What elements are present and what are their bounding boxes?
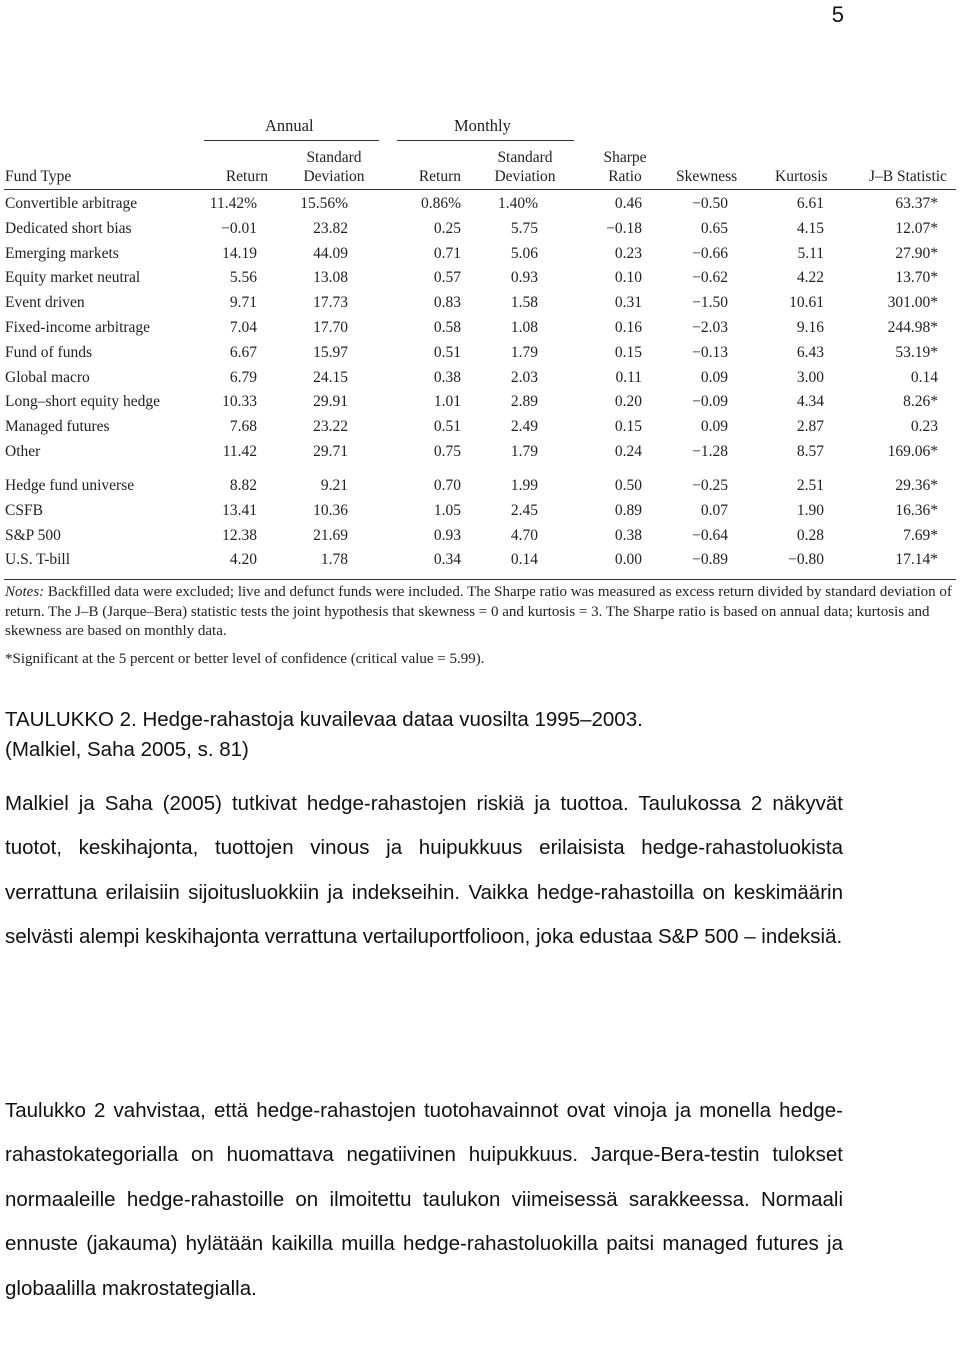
cell-monthly-sd: 2.49 xyxy=(510,418,538,436)
cell-monthly-return: 0.83 xyxy=(433,294,461,312)
cell-jb-statistic: 16.36* xyxy=(895,501,938,519)
cell-kurtosis: 5.11 xyxy=(797,244,824,262)
page-number: 5 xyxy=(831,2,844,27)
cell-sharpe-ratio: 0.23 xyxy=(614,244,642,262)
cell-annual-sd: 23.22 xyxy=(313,418,348,436)
cell-annual-return: 12.38 xyxy=(222,526,257,544)
cell-annual-return: 9.71 xyxy=(229,294,257,312)
header-annual-sd-line1: Standard xyxy=(306,149,362,166)
notes-text: Backfilled data were excluded; live and defunct funds were included. The Sharpe ratio was measured as excess return divided by standard deviation of return. The J–B (Jarque–Bera) statistic tests the joint hypothesis that skewness = 0 and kurtosis = 3. The Sharpe ratio is based on annual data; kurtosis and skewness are based on monthly data. xyxy=(5,584,952,639)
cell-fund-type: Fixed-income arbitrage xyxy=(5,319,151,336)
cell-monthly-sd: 1.99 xyxy=(510,477,538,494)
cell-annual-return: 11.42% xyxy=(209,195,257,212)
table-row xyxy=(0,291,960,315)
cell-annual-sd: 17.70 xyxy=(313,319,348,336)
cell-sharpe-ratio: 0.31 xyxy=(614,294,642,312)
cell-monthly-return: 0.34 xyxy=(433,551,461,569)
cell-jb-statistic: 0.14 xyxy=(910,368,938,386)
cell-skewness: −0.64 xyxy=(692,526,728,544)
cell-kurtosis: 2.87 xyxy=(796,418,824,436)
cell-monthly-return: 0.58 xyxy=(433,319,461,336)
table-row xyxy=(0,474,960,498)
cell-annual-return: 4.20 xyxy=(229,551,257,569)
header-kurtosis: Kurtosis xyxy=(775,168,828,185)
cell-kurtosis: 4.22 xyxy=(796,269,824,287)
cell-skewness: −0.89 xyxy=(692,551,728,569)
cell-monthly-return: 0.51 xyxy=(433,343,461,361)
cell-sharpe-ratio: 0.38 xyxy=(614,526,642,544)
cell-kurtosis: 0.28 xyxy=(796,526,824,544)
cell-monthly-sd: 1.08 xyxy=(510,319,538,336)
cell-annual-sd: 1.78 xyxy=(320,551,348,569)
cell-skewness: −0.13 xyxy=(692,343,728,361)
cell-sharpe-ratio: 0.00 xyxy=(614,551,642,569)
header-jb-statistic: J–B Statistic xyxy=(869,168,947,185)
cell-kurtosis: 9.16 xyxy=(796,319,824,336)
cell-monthly-sd: 4.70 xyxy=(510,526,538,544)
cell-annual-return: 7.68 xyxy=(229,418,257,436)
cell-monthly-sd: 1.58 xyxy=(510,294,538,312)
header-annual-return: Return xyxy=(225,168,268,185)
header-sharpe-line2: Ratio xyxy=(608,168,642,185)
cell-annual-return: 10.33 xyxy=(222,393,257,411)
table-row xyxy=(0,548,960,572)
group-header-annual: Annual xyxy=(265,116,314,135)
cell-monthly-return: 0.57 xyxy=(433,269,461,287)
caption-line-1: TAULUKKO 2. Hedge-rahastoja kuvailevaa dataa vuosilta 1995–2003. xyxy=(5,708,643,731)
cell-annual-return: 6.67 xyxy=(229,343,257,361)
cell-skewness: −0.09 xyxy=(692,393,728,411)
cell-monthly-return: 0.71 xyxy=(433,244,461,262)
paragraph-1: Malkiel ja Saha (2005) tutkivat hedge-rahastojen riskiä ja tuottoa. Taulukossa 2 näkyvät tuotot, keskihajonta, tuottojen vinous ja huipukkuus erilaisista hedge-rahastoluokista verrattuna erilaisiin sijoitusluokkiin ja indekseihin. Vaikka hedge-rahastoilla on keskimäärin selvästi alempi keskihajonta verrattuna vertailuportfolioon, joka edustaa S&P 500 – indeksiä. xyxy=(5,792,843,949)
cell-monthly-return: 1.01 xyxy=(433,393,461,411)
table-notes xyxy=(5,583,957,642)
cell-annual-return: 14.19 xyxy=(222,244,257,262)
cell-jb-statistic: 53.19* xyxy=(895,343,938,361)
cell-fund-type: U.S. T-bill xyxy=(5,551,71,569)
cell-jb-statistic: 301.00* xyxy=(887,294,938,312)
cell-annual-sd: 29.71 xyxy=(313,443,348,460)
cell-monthly-return: 0.86% xyxy=(420,195,461,212)
cell-annual-return: 5.56 xyxy=(229,269,257,287)
cell-annual-sd: 29.91 xyxy=(313,393,348,411)
cell-annual-sd: 13.08 xyxy=(313,269,348,287)
cell-fund-type: Convertible arbitrage xyxy=(5,195,138,212)
cell-monthly-return: 0.75 xyxy=(433,443,461,460)
cell-annual-sd: 44.09 xyxy=(313,244,348,262)
header-sharpe-ratio xyxy=(598,148,652,186)
table-caption xyxy=(5,705,843,765)
header-monthly-sd-line2: Deviation xyxy=(494,168,556,185)
cell-monthly-sd: 5.06 xyxy=(510,244,538,262)
header-skewness: Skewness xyxy=(676,168,738,185)
cell-skewness: −2.03 xyxy=(692,319,728,336)
cell-monthly-sd: 2.03 xyxy=(510,368,538,386)
cell-annual-return: 7.04 xyxy=(229,319,257,336)
cell-monthly-return: 0.70 xyxy=(433,477,461,494)
table-row xyxy=(0,266,960,290)
cell-monthly-sd: 0.14 xyxy=(510,551,538,569)
table-row xyxy=(0,415,960,439)
cell-jb-statistic: 0.23 xyxy=(910,418,938,436)
table-row xyxy=(0,192,960,216)
cell-monthly-return: 0.51 xyxy=(433,418,461,436)
header-annual-sd xyxy=(298,148,370,186)
cell-sharpe-ratio: 0.20 xyxy=(614,393,642,411)
cell-annual-return: −0.01 xyxy=(221,219,257,237)
cell-monthly-return: 0.38 xyxy=(433,368,461,386)
cell-skewness: −0.62 xyxy=(692,269,728,287)
cell-jb-statistic: 12.07* xyxy=(895,219,938,237)
cell-annual-sd: 21.69 xyxy=(313,526,348,544)
table-row xyxy=(0,316,960,340)
cell-sharpe-ratio: −0.18 xyxy=(606,219,642,237)
cell-fund-type: CSFB xyxy=(5,501,43,519)
header-annual-sd-line2: Deviation xyxy=(303,168,365,185)
column-header-row xyxy=(0,144,960,186)
cell-fund-type: Global macro xyxy=(5,368,90,386)
table-bottom-rule xyxy=(4,579,956,580)
significance-note: *Significant at the 5 percent or better level of confidence (critical value = 5.99). xyxy=(5,651,485,667)
cell-jb-statistic: 7.69* xyxy=(903,526,938,544)
cell-fund-type: Emerging markets xyxy=(5,244,119,262)
cell-jb-statistic: 27.90* xyxy=(895,244,938,262)
table-row xyxy=(0,217,960,241)
cell-sharpe-ratio: 0.15 xyxy=(614,343,642,361)
cell-annual-return: 8.82 xyxy=(229,477,257,494)
cell-skewness: −0.25 xyxy=(692,477,728,494)
cell-jb-statistic: 29.36* xyxy=(895,477,938,494)
cell-kurtosis: 2.51 xyxy=(796,477,824,494)
cell-skewness: 0.07 xyxy=(700,501,728,519)
cell-jb-statistic: 17.14* xyxy=(895,551,938,569)
cell-fund-type: Hedge fund universe xyxy=(5,477,135,494)
cell-sharpe-ratio: 0.46 xyxy=(614,195,642,212)
cell-annual-sd: 15.97 xyxy=(313,343,348,361)
cell-annual-sd: 24.15 xyxy=(313,368,348,386)
cell-kurtosis: 6.43 xyxy=(796,343,824,361)
cell-monthly-sd: 1.79 xyxy=(510,343,538,361)
cell-sharpe-ratio: 0.11 xyxy=(615,368,642,386)
cell-monthly-return: 1.05 xyxy=(433,501,461,519)
cell-sharpe-ratio: 0.10 xyxy=(614,269,642,287)
cell-fund-type: Event driven xyxy=(5,294,85,312)
cell-kurtosis: 8.57 xyxy=(796,443,824,460)
cell-fund-type: S&P 500 xyxy=(5,526,61,544)
table-row xyxy=(0,341,960,365)
cell-sharpe-ratio: 0.24 xyxy=(614,443,642,460)
cell-fund-type: Long–short equity hedge xyxy=(5,393,160,411)
caption-line-2: (Malkiel, Saha 2005, s. 81) xyxy=(5,738,249,761)
cell-skewness: −0.66 xyxy=(692,244,728,262)
cell-monthly-sd: 2.45 xyxy=(510,501,538,519)
header-monthly-sd-line1: Standard xyxy=(497,149,553,166)
cell-jb-statistic: 13.70* xyxy=(895,269,938,287)
cell-skewness: 0.09 xyxy=(700,368,728,386)
cell-annual-sd: 10.36 xyxy=(313,501,348,519)
cell-annual-sd: 9.21 xyxy=(320,477,348,494)
cell-monthly-sd: 1.79 xyxy=(510,443,538,460)
cell-monthly-sd: 1.40% xyxy=(497,195,538,212)
cell-skewness: 0.09 xyxy=(700,418,728,436)
cell-fund-type: Managed futures xyxy=(5,418,110,436)
header-rule xyxy=(4,189,956,190)
cell-fund-type: Equity market neutral xyxy=(5,269,141,287)
cell-skewness: −1.28 xyxy=(692,443,728,460)
cell-fund-type: Other xyxy=(5,443,41,460)
cell-monthly-return: 0.93 xyxy=(433,526,461,544)
paragraph-2: Taulukko 2 vahvistaa, että hedge-rahastojen tuotohavainnot ovat vinoja ja monella hedge-rahastokategorialla on huomattava negatiivinen huipukkuus. Jarque-Bera-testin tulokset normaaleille hedge-rahastoille on ilmoitettu taulukon viimeisessä sarakkeessa. Normaali ennuste (jakauma) hylätään kaikilla muilla hedge-rahastoluokilla paitsi managed futures ja globaalilla makrostategialla. xyxy=(5,1099,843,1300)
cell-kurtosis: 4.15 xyxy=(796,219,824,237)
header-monthly-return: Return xyxy=(418,168,461,185)
cell-kurtosis: 1.90 xyxy=(796,501,824,519)
header-monthly-sd xyxy=(489,148,561,186)
cell-monthly-sd: 5.75 xyxy=(510,219,538,237)
cell-monthly-sd: 0.93 xyxy=(510,269,538,287)
table-row xyxy=(0,440,960,464)
cell-skewness: −0.50 xyxy=(692,195,728,212)
cell-skewness: 0.65 xyxy=(700,219,728,237)
table-row xyxy=(0,242,960,266)
table-row xyxy=(0,524,960,548)
cell-kurtosis: 6.61 xyxy=(796,195,824,212)
cell-jb-statistic: 63.37* xyxy=(895,195,938,212)
cell-kurtosis: 4.34 xyxy=(796,393,824,411)
cell-sharpe-ratio: 0.15 xyxy=(614,418,642,436)
cell-sharpe-ratio: 0.50 xyxy=(614,477,642,494)
group-header-monthly: Monthly xyxy=(454,116,511,135)
cell-annual-sd: 23.82 xyxy=(313,219,348,237)
cell-monthly-return: 0.25 xyxy=(433,219,461,237)
cell-kurtosis: 10.61 xyxy=(789,294,824,312)
cell-monthly-sd: 2.89 xyxy=(510,393,538,411)
cell-annual-return: 6.79 xyxy=(229,368,257,386)
cell-fund-type: Dedicated short bias xyxy=(5,219,132,237)
cell-sharpe-ratio: 0.16 xyxy=(614,319,642,336)
cell-jb-statistic: 244.98* xyxy=(887,319,938,336)
cell-skewness: −1.50 xyxy=(692,294,728,312)
cell-kurtosis: 3.00 xyxy=(796,368,824,386)
cell-jb-statistic: 8.26* xyxy=(903,393,938,411)
annual-group-rule xyxy=(204,140,379,141)
table-row xyxy=(0,390,960,414)
cell-kurtosis: −0.80 xyxy=(788,551,824,569)
cell-sharpe-ratio: 0.89 xyxy=(614,501,642,519)
cell-fund-type: Fund of funds xyxy=(5,343,92,361)
cell-annual-return: 13.41 xyxy=(222,501,257,519)
table-row xyxy=(0,499,960,523)
cell-annual-sd: 17.73 xyxy=(313,294,348,312)
monthly-group-rule xyxy=(397,140,574,141)
header-sharpe-line1: Sharpe xyxy=(603,149,647,166)
header-fund-type: Fund Type xyxy=(5,168,72,185)
cell-jb-statistic: 169.06* xyxy=(887,443,938,460)
cell-annual-return: 11.42 xyxy=(222,443,257,460)
table-row xyxy=(0,366,960,390)
cell-annual-sd: 15.56% xyxy=(300,195,348,212)
notes-label: Notes: xyxy=(5,584,45,600)
